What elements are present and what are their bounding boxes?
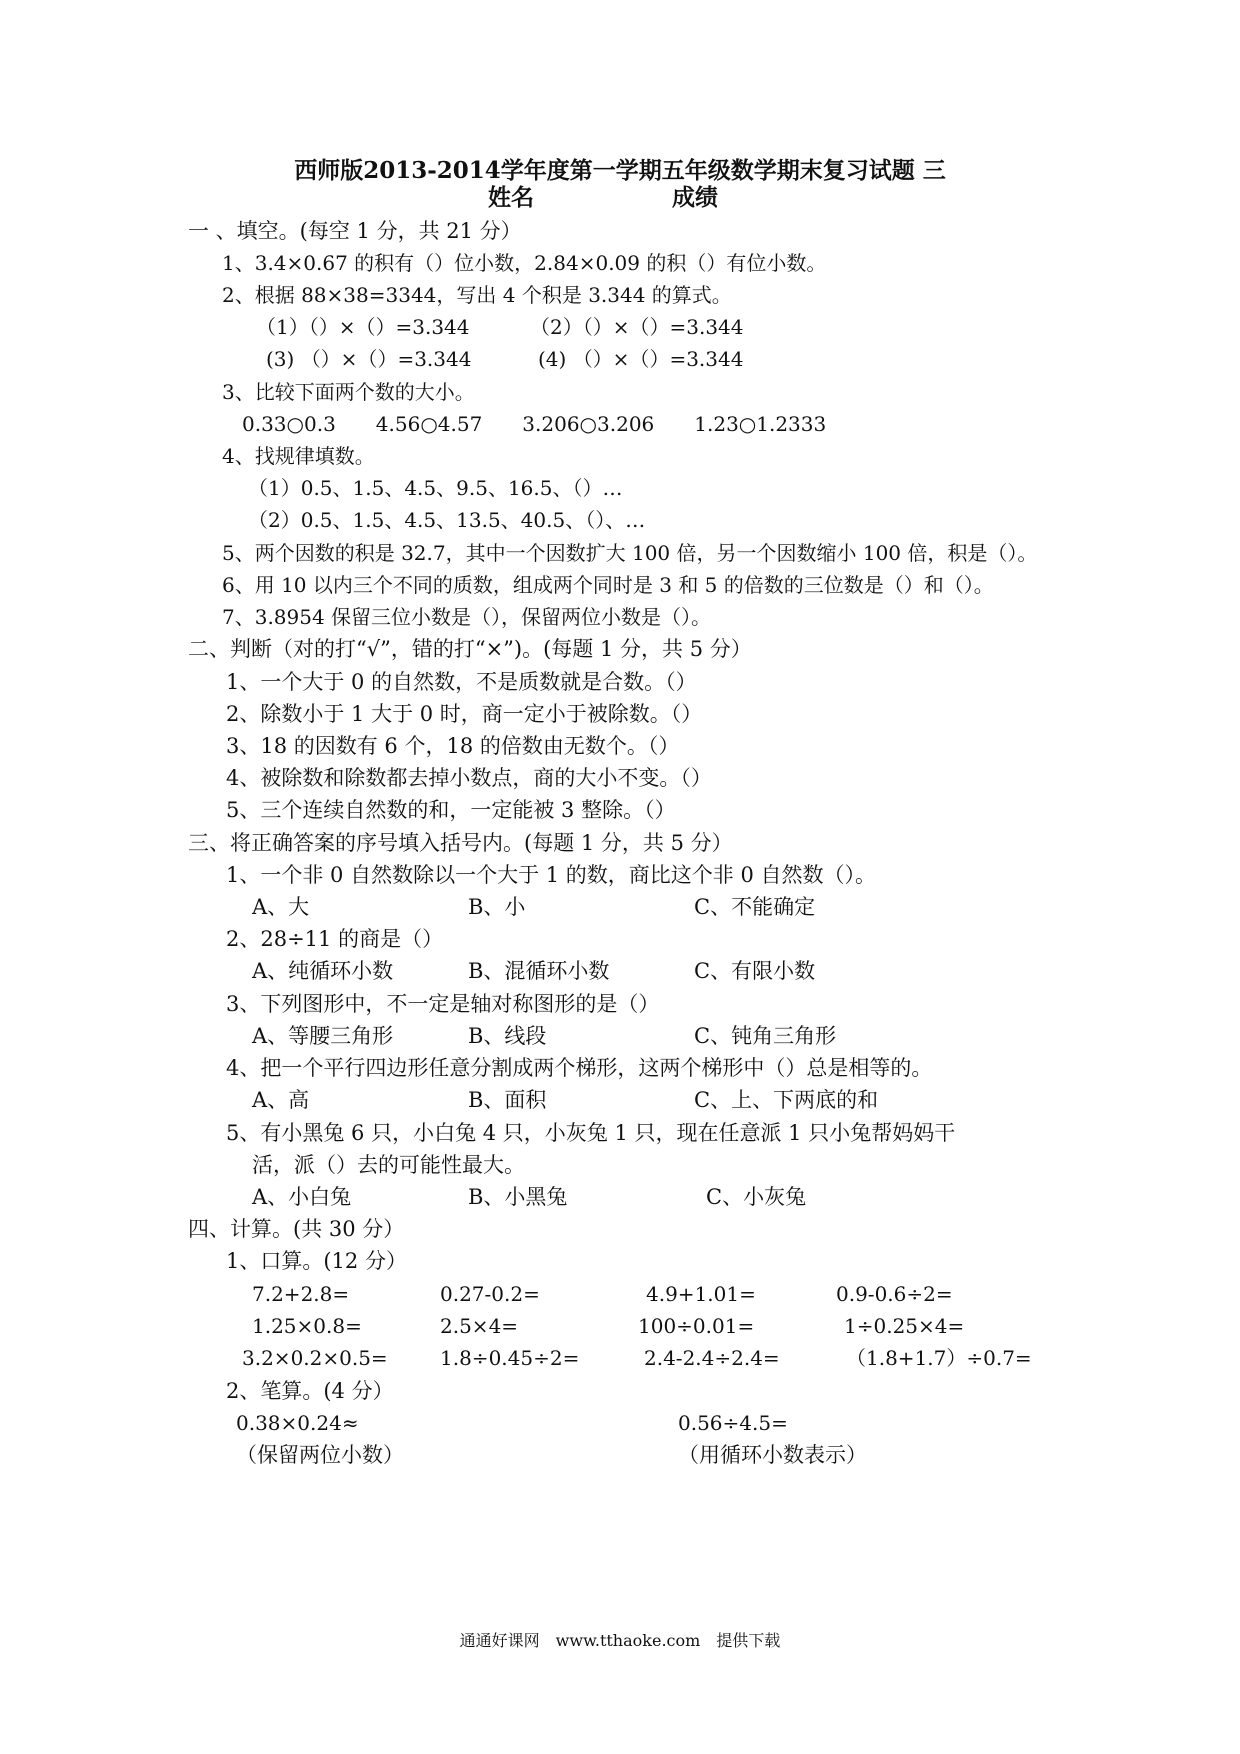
part3-q2-opt-c: C、有限小数 [694,959,816,983]
part2-item: 1、一个大于 0 的自然数，不是质数就是合数。（） [226,670,697,694]
part3-q1: 1、一个非 0 自然数除以一个大于 1 的数，商比这个非 0 自然数（）。 [226,863,876,887]
part1-q2-b: （2）（）×（）=3.344 [530,315,744,339]
calc-item: 1÷0.25×4= [844,1314,965,1338]
part1-heading: 一 、填空。(每空 1 分，共 21 分） [188,219,522,243]
calc-item: 0.9-0.6÷2= [836,1282,953,1306]
part3-q1-opt-c: C、不能确定 [694,895,816,919]
part3-q1-opt-b: B、小 [468,895,526,919]
calc-item: 1.25×0.8= [252,1314,362,1338]
part2-item: 5、三个连续自然数的和，一定能被 3 整除。（） [226,798,676,822]
part1-q3: 3、比较下面两个数的大小。 [222,380,475,404]
part4-heading: 四、计算。(共 30 分） [188,1217,405,1241]
part2-item: 2、除数小于 1 大于 0 时，商一定小于被除数。（） [226,702,703,726]
part1-q2-c: (3) （）×（）=3.344 [266,347,472,371]
part2-item: 4、被除数和除数都去掉小数点，商的大小不变。（） [226,766,712,790]
part1-q4: 4、找规律填数。 [222,444,375,468]
part1-q2-a: （1）（）×（）=3.344 [256,315,470,339]
written-calc-2: 0.56÷4.5= [678,1411,788,1435]
calc-item: 4.9+1.01= [646,1282,756,1306]
part1-q2: 2、根据 88×38=3344，写出 4 个积是 3.344 的算式。 [222,283,732,307]
part3-q3-opt-a: A、等腰三角形 [252,1024,394,1048]
part3-q2-opt-a: A、纯循环小数 [252,959,394,983]
footer-text: 通通好课网 www.tthaoke.com 提供下载 [459,1631,781,1650]
part3-heading: 三、将正确答案的序号填入括号内。(每题 1 分，共 5 分） [188,831,733,855]
part1-q5: 5、两个因数的积是 32.7，其中一个因数扩大 100 倍，另一个因数缩小 100 倍，积是（）。 [222,541,1038,565]
part3-q5-opt-b: B、小黑兔 [468,1185,568,1209]
calc-item: 0.27-0.2= [440,1282,540,1306]
part2-heading: 二、判断（对的打“√”，错的打“×”)。(每题 1 分，共 5 分） [188,637,752,661]
part3-q5-line1: 5、有小黑兔 6 只，小白兔 4 只，小灰兔 1 只，现在任意派 1 只小兔帮妈妈干 [226,1121,956,1145]
part3-q1-opt-a: A、大 [252,895,310,919]
part1-q2-d: (4) （）×（）=3.344 [538,347,744,371]
part4-sub2: 2、笔算。(4 分） [226,1379,394,1403]
part3-q5-line2: 活，派（）去的可能性最大。 [252,1153,525,1177]
calc-item: （1.8+1.7）÷0.7= [846,1346,1032,1370]
part3-q5-opt-a: A、小白兔 [252,1185,352,1209]
part3-q2: 2、28÷11 的商是（） [226,927,444,951]
part4-sub1: 1、口算。(12 分） [226,1249,407,1273]
part1-q4-a: （1）0.5、1.5、4.5、9.5、16.5、（）… [248,476,623,500]
score-label: 成绩 [672,184,718,211]
calc-item: 100÷0.01= [638,1314,755,1338]
part3-q4-opt-c: C、上、下两底的和 [694,1088,879,1112]
part3-q4-opt-b: B、面积 [468,1088,547,1112]
calc-item: 7.2+2.8= [252,1282,350,1306]
written-calc-1: 0.38×0.24≈ [236,1411,359,1435]
name-label: 姓名 [488,184,534,211]
part3-q5-opt-c: C、小灰兔 [706,1185,807,1209]
written-calc-2-note: （用循环小数表示） [678,1443,867,1467]
part3-q3: 3、下列图形中，不一定是轴对称图形的是（） [226,992,660,1016]
written-calc-1-note: （保留两位小数） [236,1443,404,1467]
part1-q3-items: 0.33○0.3 4.56○4.57 3.206○3.206 1.23○1.2333 [242,412,827,436]
calc-item: 2.4-2.4÷2.4= [644,1346,780,1370]
calc-item: 1.8÷0.45÷2= [440,1346,580,1370]
part3-q4: 4、把一个平行四边形任意分割成两个梯形，这两个梯形中（）总是相等的。 [226,1056,933,1080]
part1-q6: 6、用 10 以内三个不同的质数，组成两个同时是 3 和 5 的倍数的三位数是（）和（）。 [222,573,994,597]
exam-title: 西师版2013-2014学年度第一学期五年级数学期末复习试题 三 [294,157,946,184]
part1-q4-b: （2）0.5、1.5、4.5、13.5、40.5、（）、… [248,508,646,532]
part3-q4-opt-a: A、高 [252,1088,310,1112]
part1-q7: 7、3.8954 保留三位小数是（），保留两位小数是（）。 [222,605,712,629]
part1-q1: 1、3.4×0.67 的积有（）位小数，2.84×0.09 的积（）有位小数。 [222,251,827,275]
calc-item: 3.2×0.2×0.5= [242,1346,388,1370]
part3-q3-opt-b: B、线段 [468,1024,547,1048]
part3-q3-opt-c: C、钝角三角形 [694,1024,837,1048]
part2-item: 3、18 的因数有 6 个，18 的倍数由无数个。（） [226,734,680,758]
calc-item: 2.5×4= [440,1314,519,1338]
part3-q2-opt-b: B、混循环小数 [468,959,610,983]
